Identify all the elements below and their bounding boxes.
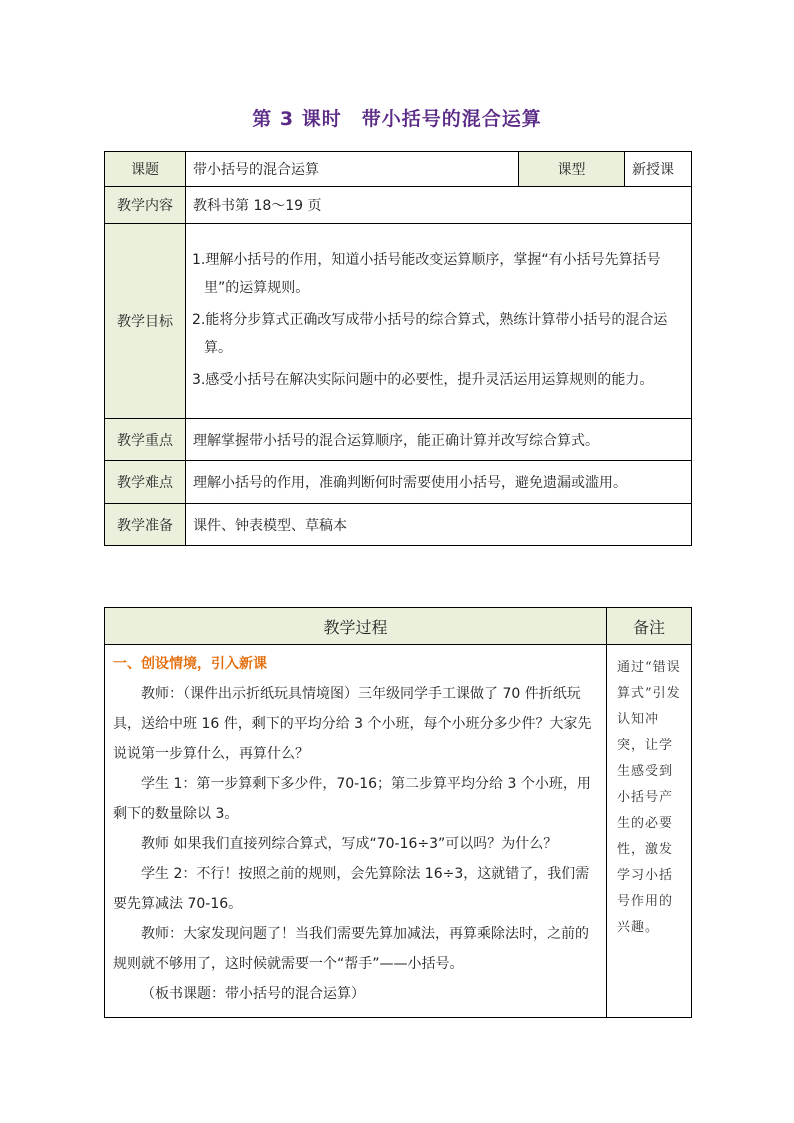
teaching-process-table <box>104 607 692 1018</box>
difficulty-value: 理解小括号的作用，准确判断何时需要使用小括号，避免遗漏或滥用。 <box>186 461 692 504</box>
notes-content: 通过“错误算式”引发认知冲突，让学生感受到小括号产生的必要性，激发学习小括号作用的兴趣。 <box>607 645 692 1018</box>
key-point-row <box>105 419 692 461</box>
process-paragraph: 教师 如果我们直接列综合算式，写成“70-16÷3”可以吗？为什么？ <box>141 836 558 852</box>
preparation-value: 课件、钟表模型、草稿本 <box>186 504 692 546</box>
process-content <box>105 645 607 1018</box>
content-label: 教学内容 <box>105 187 186 224</box>
difficulty-row <box>105 461 692 504</box>
topic-value: 带小括号的混合运算 <box>186 152 519 187</box>
process-paragraph: 学生 1：第一步算剩下多少件，70-16；第二步算平均分给 3 个小班，用剩下的数量除以 3。 <box>113 776 591 822</box>
content-row <box>105 187 692 224</box>
section-title: 一、创设情境，引入新课 <box>113 656 267 672</box>
topic-row <box>105 152 692 187</box>
page-title: 第 3 课时 带小括号的混合运算 <box>252 108 542 130</box>
notes-header: 备注 <box>607 608 692 645</box>
goals-list <box>186 224 692 419</box>
topic-label: 课题 <box>105 152 186 187</box>
goal-item-3: 3.感受小括号在解决实际问题中的必要性，提升灵活运用运算规则的能力。 <box>192 372 654 388</box>
content-value: 教科书第 18～19 页 <box>186 187 692 224</box>
process-paragraph: 教师：（课件出示折纸玩具情境图）三年级同学手工课做了 70 件折纸玩具，送给中班 16 件，剩下的平均分给 3 个小班，每个小班分多少件？大家先说说第一步算什么，再算什么？ <box>113 686 592 762</box>
key-point-value: 理解掌握带小括号的混合运算顺序，能正确计算并改写综合算式。 <box>186 419 692 461</box>
goal-item-2: 2.能将分步算式正确改写成带小括号的综合算式，熟练计算带小括号的混合运算。 <box>192 312 668 356</box>
preparation-label: 教学准备 <box>105 504 186 546</box>
key-point-label: 教学重点 <box>105 419 186 461</box>
goals-row <box>105 224 692 419</box>
goal-item-1: 1.理解小括号的作用，知道小括号能改变运算顺序，掌握“有小括号先算括号里”的运算规则。 <box>192 252 661 296</box>
goals-label: 教学目标 <box>105 224 186 419</box>
process-header: 教学过程 <box>105 608 607 645</box>
process-paragraph: 教师：大家发现问题了！当我们需要先算加减法，再算乘除法时，之前的规则就不够用了，这时候就需要一个“帮手”——小括号。 <box>113 926 589 972</box>
process-paragraph: （板书课题：带小括号的混合运算） <box>141 986 365 1002</box>
preparation-row <box>105 504 692 546</box>
process-body-row <box>105 645 692 1018</box>
difficulty-label: 教学难点 <box>105 461 186 504</box>
lesson-info-table <box>104 151 692 546</box>
process-paragraph: 学生 2：不行！按照之前的规则，会先算除法 16÷3，这就错了，我们需要先算减法 70-16。 <box>113 866 590 912</box>
type-value: 新授课 <box>625 152 692 187</box>
type-label: 课型 <box>519 152 625 187</box>
process-header-row <box>105 608 692 645</box>
